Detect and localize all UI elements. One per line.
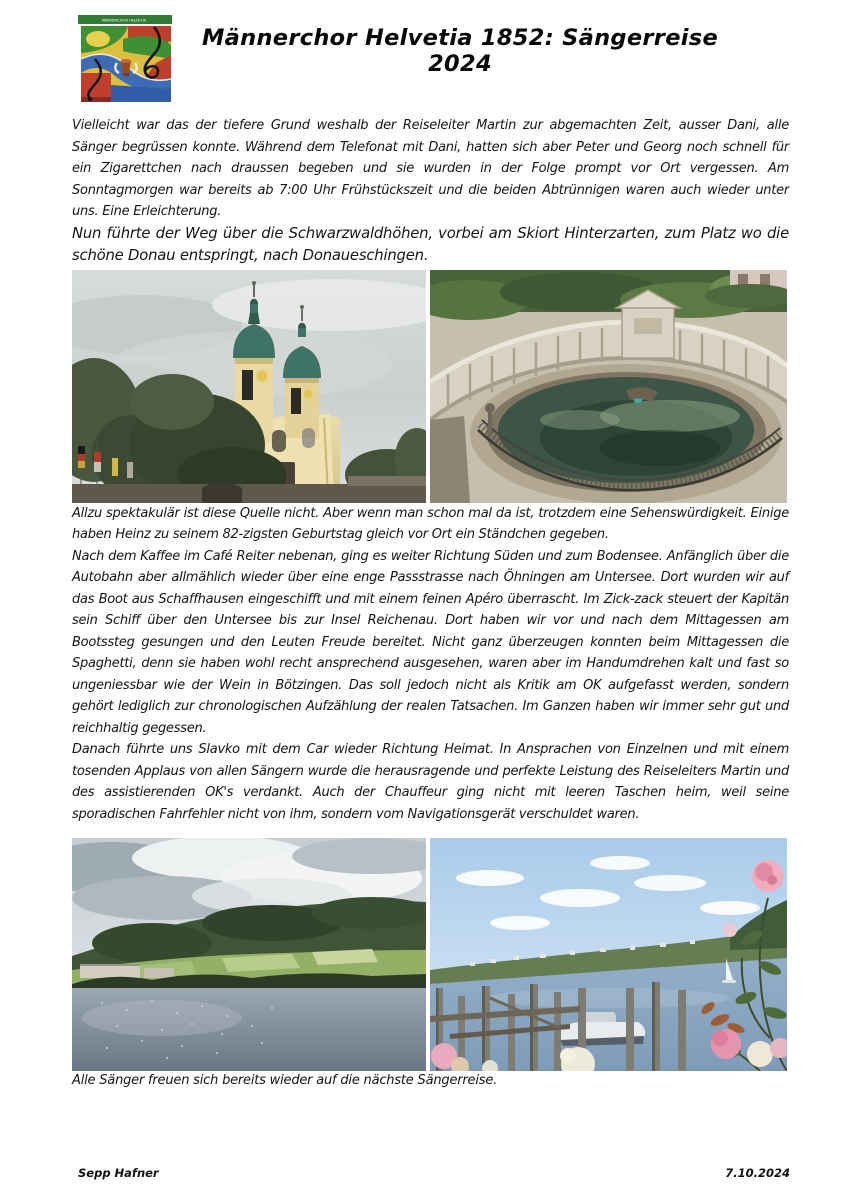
photo-jetty-roses bbox=[430, 838, 787, 1071]
footer-author: Sepp Hafner bbox=[78, 1166, 159, 1180]
photo-church-donaueschingen bbox=[72, 270, 426, 503]
body-paragraph-5: Danach führte uns Slavko mit dem Car wieder Richtung Heimat. In Ansprachen von Einzelnen und mit einem tosenden Applaus von allen Sängern wurde die herausragende und perfekte Leistung des Reiseleiters Martin und des assistierenden OK's verdankt. Auch der Chauffeur ging nicht mit leeren Taschen heim, weil seine sporadischen Fahrfehler nicht von ihm, sondern vom Navigationsgerät verschuldet waren. bbox=[72, 742, 789, 822]
logo-painting bbox=[81, 26, 171, 102]
page-footer bbox=[78, 1166, 790, 1180]
article-body bbox=[72, 115, 789, 1091]
body-paragraph-4: Nach dem Kaffee im Café Reiter nebenan, ging es weiter Richtung Süden und zum Bodensee. Anfänglich über die Autobahn aber allmählich wieder über eine enge Passstrasse nach Öhningen am Untersee. Dort wurden wir auf das Boot aus Schaffhausen eingeschifft und mit einem feinen Apéro überrascht. Im Zick-zack steuert der Kapitän sein Schiff über den Untersee bis zur Insel Reichenau. Dort haben wir vor und nach dem Mittagessen am Bootssteg gesungen und den Leuten Freude bereitet. Nicht ganz überzeugen konnten beim Mittagessen die Spaghetti, denn sie haben wohl recht ansprechend ausgesehen, waren aber im Handumdrehen kalt und fast so ungeniessbar wie der Wein in Bötzingen. Das soll jedoch nicht als Kritik am OK aufgefasst werden, sondern gehört lediglich zur chronologischen Aufzählung der realen Tatsachen. Im Ganzen haben wir immer sehr gut und reichhaltig gegessen. bbox=[72, 548, 789, 736]
logo-banner-text: MÄNNERCHOR HELVETIA bbox=[101, 18, 147, 23]
body-paragraph-2: Nun führte der Weg über die Schwarzwaldhöhen, vorbei am Skiort Hinterzarten, zum Platz wo die schöne Donau entspringt, nach Donaueschingen. bbox=[72, 224, 789, 264]
photo-row-top bbox=[72, 270, 789, 503]
footer-date: 7.10.2024 bbox=[725, 1166, 790, 1180]
photo-donauquelle bbox=[430, 270, 787, 503]
body-paragraph-1: Vielleicht war das der tiefere Grund weshalb der Reiseleiter Martin zur abgemachten Zeit, ausser Dani, alle Sänger begrüssen konnte. Während dem Telefonat mit Dani, hatten sich aber Peter und Georg noch schnell für ein Zigarettchen nach draussen begeben und sie wurden in der Folge prompt vor Ort vergessen. Am Sonntagmorgen war bereits ab 7:00 Uhr Frühstückszeit und die beiden Abtrünnigen waren auch wieder unter uns. Eine Erleichterung. bbox=[72, 118, 789, 219]
page-title: Männerchor Helvetia 1852: Sängerreise 2024 bbox=[201, 25, 719, 77]
closing-caption: Alle Sänger freuen sich bereits wieder auf die nächste Sängerreise. bbox=[72, 1073, 498, 1088]
photo-row-bottom bbox=[72, 838, 789, 1071]
photo-lake-untersee bbox=[72, 838, 426, 1071]
choir-logo bbox=[78, 15, 176, 105]
body-paragraph-3: Allzu spektakulär ist diese Quelle nicht. Aber wenn man schon mal da ist, trotzdem eine Sehenswürdigkeit. Einige haben Heinz zu seinem 82-zigsten Geburtstag gleich vor Ort ein Ständchen gegeben. bbox=[72, 505, 789, 542]
